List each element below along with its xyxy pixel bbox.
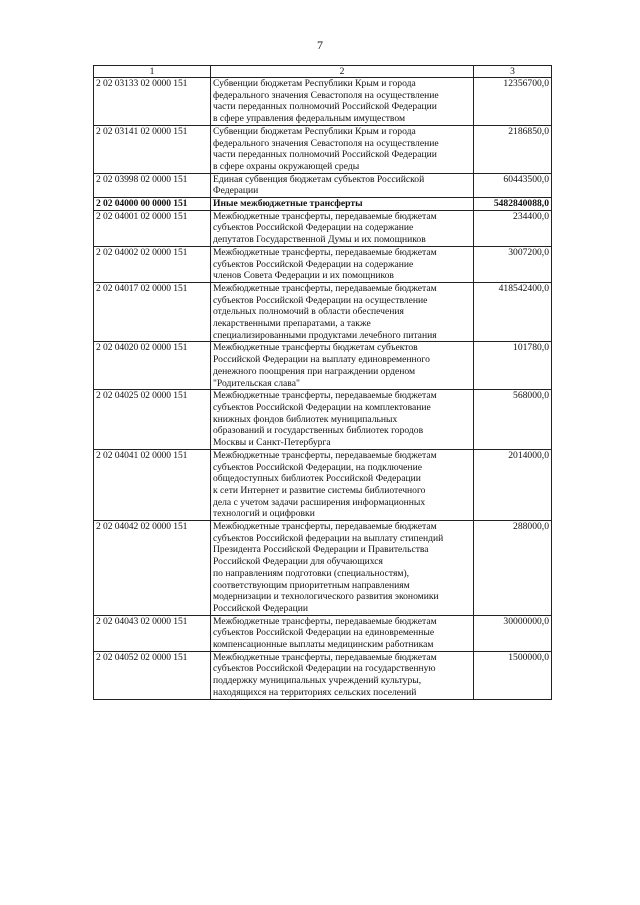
header-col-amount: 3: [474, 66, 552, 78]
table-row: [94, 282, 552, 342]
code-cell: 2 02 04041 02 0000 151: [94, 449, 211, 520]
table-row: [94, 449, 552, 520]
name-cell: Межбюджетные трансферты бюджетам субъектов Российской Федерации на выплату единовременного денежного поощрения при награждении орденом "Родительская слава": [211, 342, 474, 390]
amount-cell: 12356700,0: [474, 78, 552, 126]
table-row: [94, 521, 552, 616]
code-cell: 2 02 04052 02 0000 151: [94, 651, 211, 699]
code-cell: 2 02 03998 02 0000 151: [94, 173, 211, 197]
table-row: [94, 78, 552, 126]
table-row: [94, 125, 552, 173]
amount-cell: 101780,0: [474, 342, 552, 390]
name-cell: Субвенции бюджетам Республики Крым и города федерального значения Севастополя на осуществление части переданных полномочий Российской Федерации в сфере охраны окружающей среды: [211, 125, 474, 173]
header-col-name: 2: [211, 66, 474, 78]
amount-cell: 234400,0: [474, 210, 552, 246]
amount-cell: 418542400,0: [474, 282, 552, 342]
name-cell: Межбюджетные трансферты, передаваемые бюджетам субъектов Российской Федерации на осуществление отдельных полномочий в области обеспечения лекарственными препаратами, а также специализированными продуктами лечебного питания: [211, 282, 474, 342]
amount-cell: 3007200,0: [474, 246, 552, 282]
code-cell: 2 02 03133 02 0000 151: [94, 78, 211, 126]
table-body: [94, 78, 552, 700]
name-cell: Иные межбюджетные трансферты: [211, 198, 474, 211]
code-cell: 2 02 04002 02 0000 151: [94, 246, 211, 282]
code-cell: 2 02 04020 02 0000 151: [94, 342, 211, 390]
table-row: [94, 651, 552, 699]
table-row: [94, 210, 552, 246]
amount-cell: 1500000,0: [474, 651, 552, 699]
name-cell: Единая субвенция бюджетам субъектов Российской Федерации: [211, 173, 474, 197]
name-cell: Субвенции бюджетам Республики Крым и города федерального значения Севастополя на осуществление части переданных полномочий Российской Федерации в сфере управления федеральным имуществом: [211, 78, 474, 126]
table-row: [94, 246, 552, 282]
table-row: [94, 342, 552, 390]
name-cell: Межбюджетные трансферты, передаваемые бюджетам субъектов Российской Федерации, на подключение общедоступных библиотек Российской Федерации к сети Интернет и развитие системы библиотечного дела с учетом задачи расширения информационных технологий и оцифровки: [211, 449, 474, 520]
name-cell: Межбюджетные трансферты, передаваемые бюджетам субъектов Российской Федерации на единовременные компенсационные выплаты медицинским работникам: [211, 615, 474, 651]
amount-cell: 568000,0: [474, 390, 552, 450]
code-cell: 2 02 04042 02 0000 151: [94, 521, 211, 616]
page-number: 7: [317, 38, 323, 52]
budget-table: [93, 65, 552, 700]
amount-cell: 5482840088,0: [474, 198, 552, 211]
table-row: [94, 173, 552, 197]
table-row: [94, 390, 552, 450]
table-row: [94, 615, 552, 651]
name-cell: Межбюджетные трансферты, передаваемые бюджетам субъектов Российской Федерации на содержание членов Совета Федерации и их помощников: [211, 246, 474, 282]
name-cell: Межбюджетные трансферты, передаваемые бюджетам субъектов Российской федерации на выплату стипендий Президента Российской Федерации и Правительства Российской Федерации для обучающихся по направлениям подготовки (специальностям), соответствующим приоритетным направлениям модернизации и технологического развития экономики Российской Федерации: [211, 521, 474, 616]
code-cell: 2 02 04000 00 0000 151: [94, 198, 211, 211]
amount-cell: 2014000,0: [474, 449, 552, 520]
header-col-code: 1: [94, 66, 211, 78]
code-cell: 2 02 04025 02 0000 151: [94, 390, 211, 450]
code-cell: 2 02 04043 02 0000 151: [94, 615, 211, 651]
name-cell: Межбюджетные трансферты, передаваемые бюджетам субъектов Российской Федерации на государственную поддержку муниципальных учреждений культуры, находящихся на территориях сельских поселений: [211, 651, 474, 699]
code-cell: 2 02 04001 02 0000 151: [94, 210, 211, 246]
table-header: [94, 66, 552, 78]
amount-cell: 288000,0: [474, 521, 552, 616]
name-cell: Межбюджетные трансферты, передаваемые бюджетам субъектов Российской Федерации на комплектование книжных фондов библиотек муниципальных образований и государственных библиотек городов Москвы и Санкт-Петербурга: [211, 390, 474, 450]
amount-cell: 30000000,0: [474, 615, 552, 651]
amount-cell: 2186850,0: [474, 125, 552, 173]
code-cell: 2 02 03141 02 0000 151: [94, 125, 211, 173]
table-row: [94, 198, 552, 211]
code-cell: 2 02 04017 02 0000 151: [94, 282, 211, 342]
header-row: [94, 66, 552, 78]
name-cell: Межбюджетные трансферты, передаваемые бюджетам субъектов Российской Федерации на содержание депутатов Государственной Думы и их помощников: [211, 210, 474, 246]
amount-cell: 60443500,0: [474, 173, 552, 197]
